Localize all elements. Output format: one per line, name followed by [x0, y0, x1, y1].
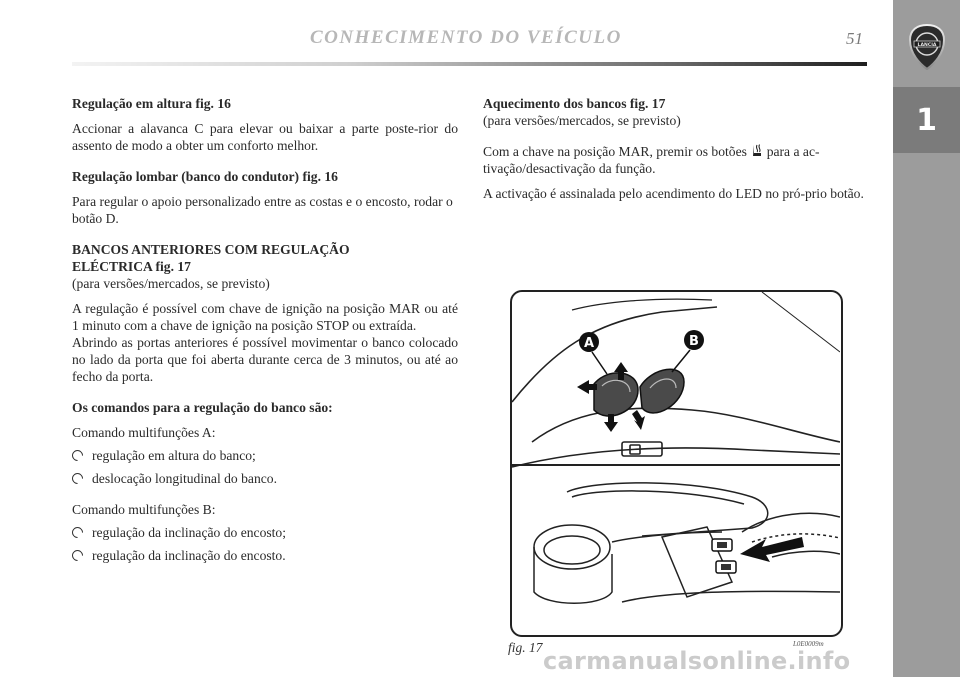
heating-led-text: A activação é assinalada pelo acendimento do LED no pró-prio botão.: [483, 186, 864, 201]
list-item-text: deslocação longitudinal do banco.: [92, 471, 277, 486]
lumbar-text: Para regular o apoio personalizado entre as costas e o encosto, rodar o botão D.: [72, 194, 453, 226]
figure-code: L0E0009m: [793, 640, 824, 648]
bullet-icon: [70, 525, 86, 541]
left-column: [72, 95, 458, 564]
seat-controls-illustration: [512, 292, 840, 634]
label-a: [579, 332, 607, 374]
figure-17: [510, 290, 843, 637]
list-item-text: regulação da inclinação do encosto;: [92, 525, 287, 540]
right-column: [483, 95, 869, 202]
svg-text:B: B: [689, 334, 699, 349]
electric-heading-line1: BANCOS ANTERIORES COM REGULAÇÃO: [72, 242, 350, 257]
list-item: [72, 547, 458, 564]
electric-text-1: A regulação é possível com chave de ignição na posição MAR ou até 1 minuto com a chave de ignição na posição STOP ou extraída.: [72, 301, 458, 333]
lancia-shield-icon: [909, 24, 945, 70]
electric-heading-line2: ELÉCTRICA fig. 17: [72, 259, 191, 274]
svg-text:A: A: [583, 336, 595, 351]
chapter-tab[interactable]: 1: [893, 87, 960, 153]
control-a-label: Comando multifunções A:: [72, 425, 216, 440]
chapter-sidebar: [893, 0, 960, 677]
control-b-label: Comando multifunções B:: [72, 502, 216, 517]
heating-text-before: Com a chave na posição MAR, premir os botões: [483, 144, 747, 159]
bullet-icon: [70, 471, 86, 487]
page-number: 51: [846, 29, 863, 48]
watermark-text: carmanualsonline.info: [543, 647, 851, 675]
label-b: [672, 330, 704, 372]
height-text: Accionar a alavanca C para elevar ou baixar a parte poste-rior do assento de modo a obter um conforto melhor.: [72, 121, 458, 153]
heating-buttons: [712, 539, 736, 573]
control-b: [640, 369, 684, 413]
electric-note: (para versões/mercados, se previsto): [72, 276, 270, 291]
header-rule: [72, 62, 867, 66]
heating-note: (para versões/mercados, se previsto): [483, 113, 681, 128]
heating-text: [483, 143, 869, 177]
bullet-icon: [70, 548, 86, 564]
heating-heading: Aquecimento dos bancos fig. 17: [483, 96, 666, 111]
height-heading: Regulação em altura fig. 16: [72, 96, 231, 111]
bullet-icon: [70, 448, 86, 464]
page-header-title: CONHECIMENTO DO VEÍCULO: [310, 27, 622, 48]
heating-text-after: para a ac-tivação/desactivação da função.: [483, 144, 820, 176]
lumbar-heading: Regulação lombar (banco do condutor) fig. 16: [72, 169, 338, 184]
list-item: [72, 447, 458, 464]
list-item-text: regulação da inclinação do encosto.: [92, 548, 286, 563]
logo-text: LANCIA: [917, 43, 937, 48]
controls-heading: Os comandos para a regulação do banco são:: [72, 400, 333, 415]
list-item: [72, 524, 458, 541]
list-item: [72, 470, 458, 487]
electric-text-2: Abrindo as portas anteriores é possível movimentar o banco colocado no lado da porta que foi aberta durante cerca de 3 minutos, ou até ao fecho da porta.: [72, 335, 458, 384]
figure-caption: fig. 17: [508, 640, 543, 655]
seat-heater-icon: [750, 144, 763, 158]
list-item-text: regulação em altura do banco;: [92, 448, 256, 463]
